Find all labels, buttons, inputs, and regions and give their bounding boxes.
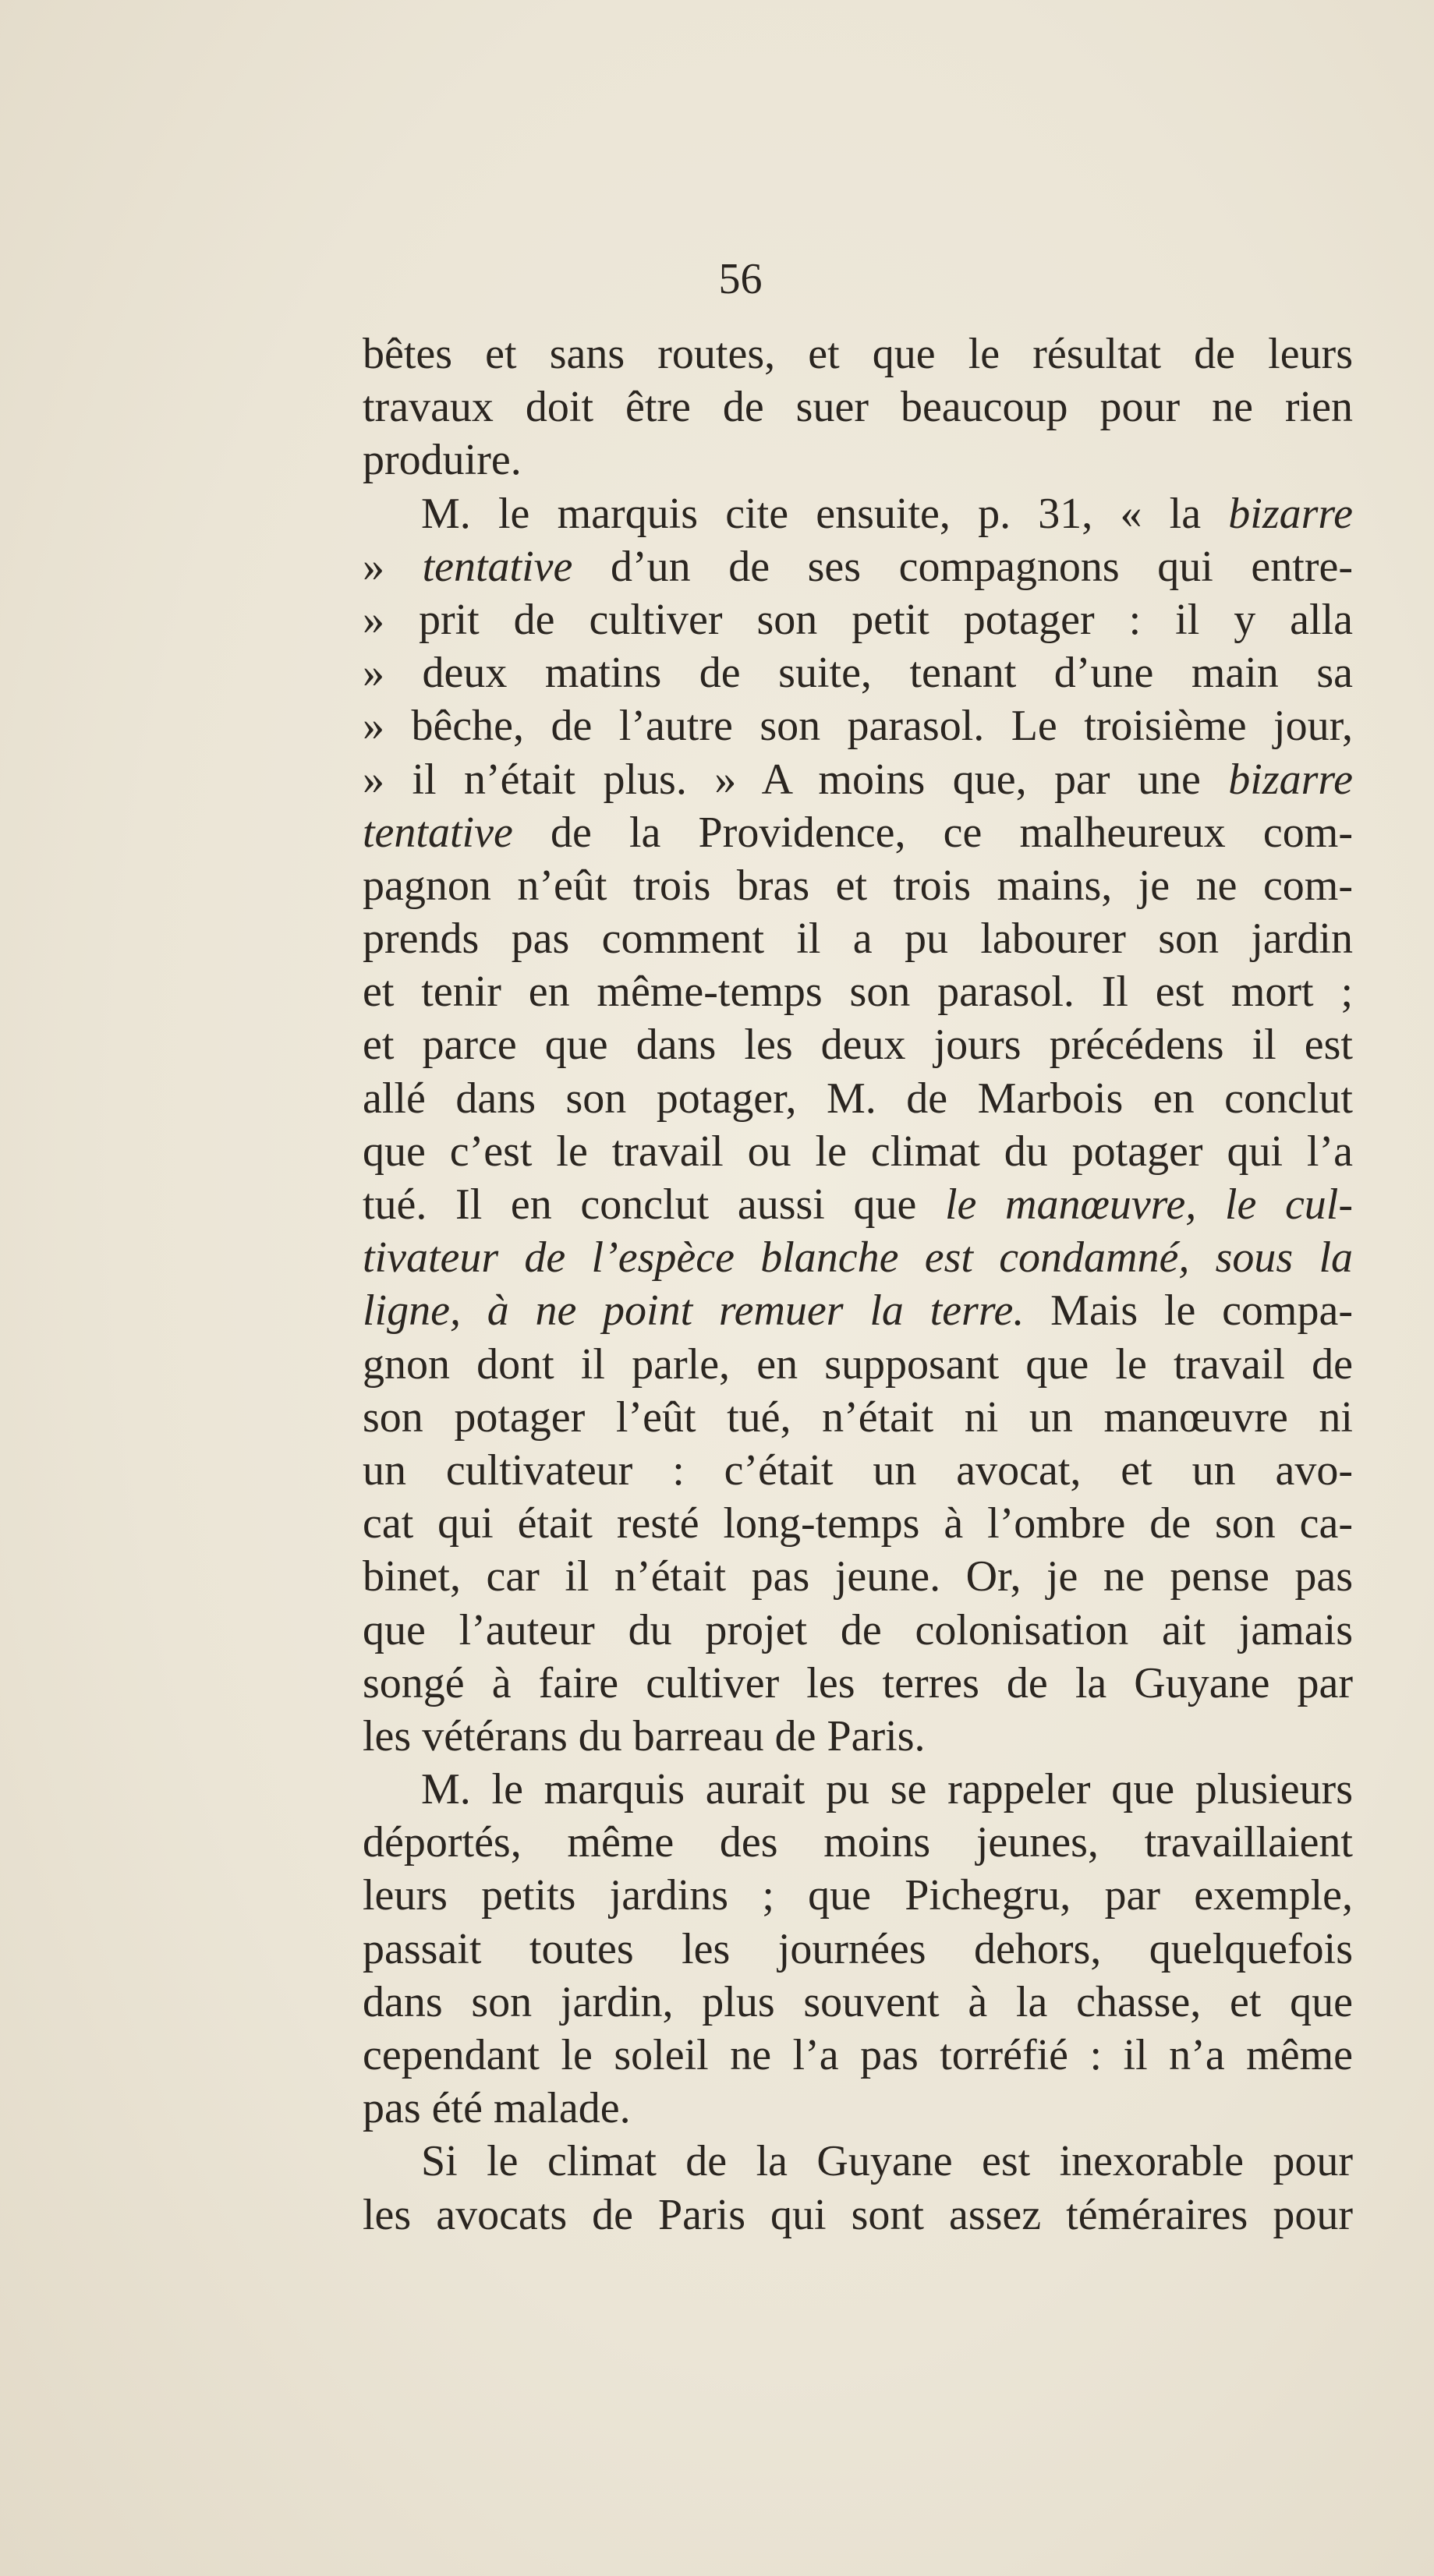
text-run: cat qui était resté long-temps à l’ombre de son ca- (363, 1499, 1353, 1548)
text-run: » il n’était plus. » A moins que, par une (363, 755, 1229, 804)
text-line (363, 1072, 1353, 1125)
italic-text: bizarre (1228, 755, 1353, 804)
text-run: binet, car il n’était pas jeune. Or, je ne pense pas (363, 1552, 1353, 1601)
italic-text: bizarre (1228, 489, 1353, 538)
text-line (363, 912, 1353, 965)
text-line (363, 1497, 1353, 1550)
text-run: Mais le compa- (1024, 1286, 1353, 1336)
text-run: cependant le soleil ne l’a pas torréfié : il n’a même (363, 2031, 1353, 2079)
italic-text: tivateur de l’espèce blanche est condamné, sous la (363, 1233, 1353, 1283)
text-line (363, 1710, 1353, 1763)
text-run: » bêche, de l’autre son parasol. Le troisième jour, (363, 702, 1353, 751)
text-line (363, 1923, 1353, 1976)
text-line (363, 593, 1353, 646)
text-run: produire. (363, 436, 522, 485)
text-run: d’un de ses compagnons qui entre- (572, 542, 1353, 591)
text-run: pas été malade. (363, 2084, 631, 2133)
text-run: que l’auteur du projet de colonisation ait jamais (363, 1605, 1353, 1654)
text-run: son potager l’eût tué, n’était ni un manœuvre ni (363, 1392, 1353, 1442)
text-run: les vétérans du barreau de Paris. (363, 1711, 926, 1760)
text-line (363, 1444, 1353, 1497)
text-run: travaux doit être de suer beaucoup pour ne rien (363, 383, 1353, 432)
text-line (363, 487, 1353, 540)
text-line (363, 1125, 1353, 1178)
text-run: gnon dont il parle, en supposant que le travail de (363, 1339, 1353, 1389)
italic-text: tentative (363, 808, 513, 857)
text-line (363, 965, 1353, 1018)
text-line (363, 859, 1353, 912)
text-line (363, 1763, 1353, 1816)
text-line (363, 1018, 1353, 1071)
text-run: prends pas comment il a pu labourer son jardin (363, 915, 1353, 964)
text-run: » (363, 542, 423, 591)
text-line (363, 2082, 1353, 2135)
text-line (363, 1604, 1353, 1657)
text-line (363, 1338, 1353, 1391)
text-run: et tenir en même-temps son parasol. Il est mort ; (363, 968, 1353, 1017)
text-run: leurs petits jardins ; que Pichegru, par exemple, (363, 1871, 1353, 1920)
text-line (363, 699, 1353, 752)
text-line (363, 327, 1353, 380)
text-run: allé dans son potager, M. de Marbois en conclut (363, 1074, 1353, 1123)
text-line (363, 1231, 1353, 1284)
text-line (363, 1178, 1353, 1231)
text-run: les avocats de Paris qui sont assez téméraires pour (363, 2190, 1353, 2239)
text-run: » prit de cultiver son petit potager : il y alla (363, 595, 1353, 644)
text-run: que c’est le travail ou le climat du potager qui l’a (363, 1127, 1353, 1176)
text-line (363, 2135, 1353, 2188)
text-run: passait toutes les journées dehors, quelquefois (363, 1924, 1353, 1973)
text-run: M. le marquis cite ensuite, p. 31, « la (421, 489, 1229, 538)
text-run: songé à faire cultiver les terres de la Guyane par (363, 1658, 1353, 1707)
text-line (363, 380, 1353, 433)
text-line (363, 1869, 1353, 1922)
text-line (363, 1816, 1353, 1869)
text-run: de la Providence, ce malheureux com- (512, 808, 1353, 857)
text-line (363, 1976, 1353, 2029)
text-run: Si le climat de la Guyane est inexorable pour (421, 2137, 1353, 2186)
text-run: bêtes et sans routes, et que le résultat de leurs (363, 330, 1353, 378)
text-line (363, 2189, 1353, 2242)
text-run: et parce que dans les deux jours précédens il est (363, 1021, 1353, 1070)
italic-text: tentative (422, 542, 573, 591)
text-line (363, 1657, 1353, 1710)
text-line (363, 433, 1353, 487)
text-run: tué. Il en conclut aussi que (363, 1180, 945, 1229)
page-number: 56 (718, 255, 763, 303)
text-line (363, 753, 1353, 806)
body-text (363, 327, 1353, 2242)
italic-text: le manœuvre, le cul- (944, 1180, 1354, 1229)
text-run: pagnon n’eût trois bras et trois mains, je ne com- (363, 861, 1353, 910)
text-line (363, 1550, 1353, 1603)
text-line (363, 540, 1353, 593)
text-line (363, 806, 1353, 859)
text-line (363, 2029, 1353, 2082)
text-line (363, 1284, 1353, 1337)
text-run: dans son jardin, plus souvent à la chasse, et que (363, 1977, 1353, 2026)
text-line (363, 1391, 1353, 1444)
italic-text: ligne, à ne point remuer la terre. (363, 1286, 1025, 1336)
text-run: » deux matins de suite, tenant d’une main sa (363, 649, 1353, 698)
text-line (363, 646, 1353, 699)
text-run: déportés, même des moins jeunes, travaillaient (363, 1818, 1353, 1867)
text-run: un cultivateur : c’était un avocat, et un avo- (363, 1445, 1353, 1495)
text-run: M. le marquis aurait pu se rappeler que plusieurs (421, 1765, 1353, 1814)
